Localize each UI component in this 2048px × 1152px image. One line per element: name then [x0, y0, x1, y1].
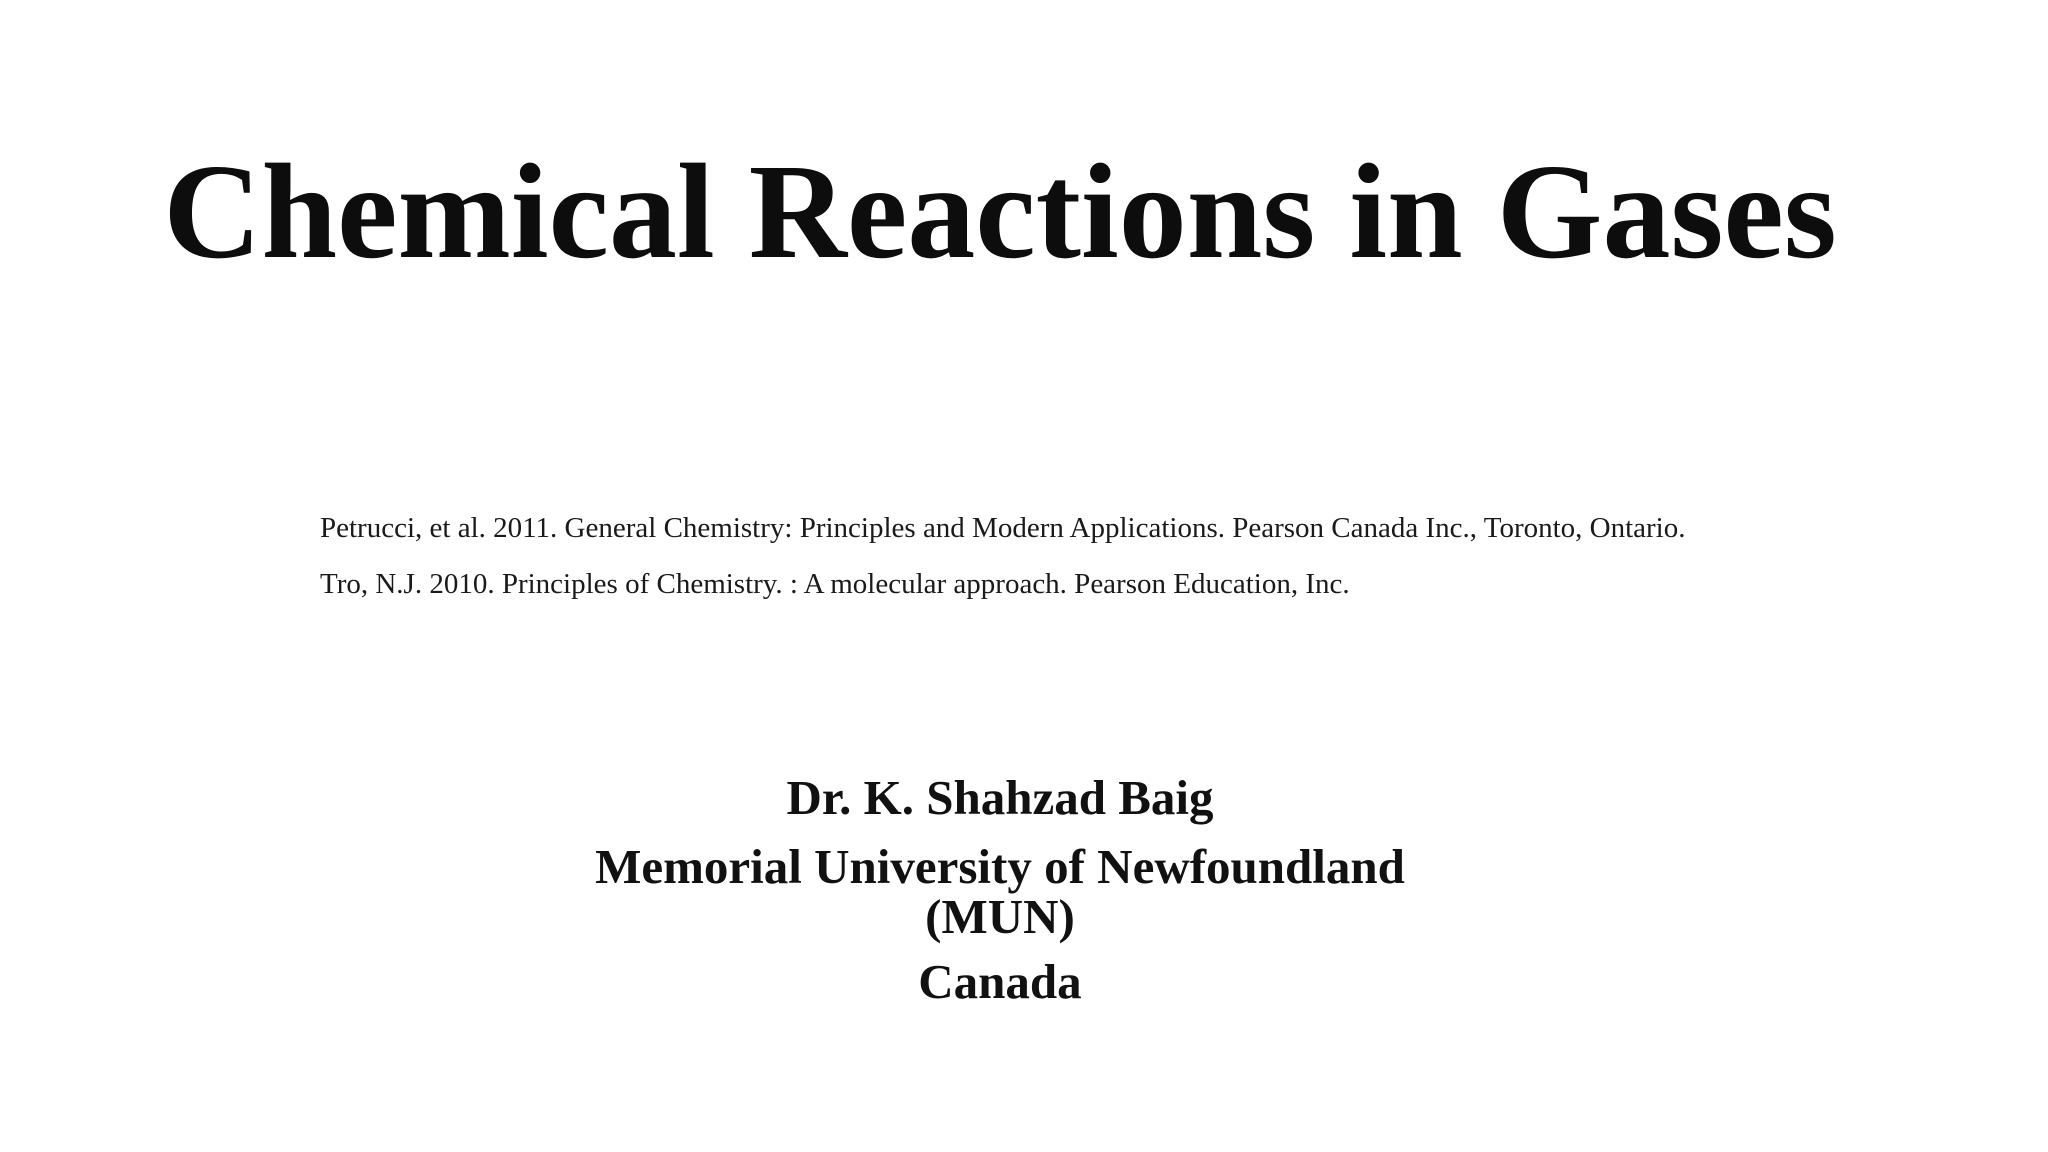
author-affiliation: Memorial University of Newfoundland — [595, 839, 1405, 894]
reference-item: Petrucci, et al. 2011. General Chemistry: Principles and Modern Applications. Pearson Canada Inc., Toronto, Ontario. — [320, 512, 1686, 544]
author-name: Dr. K. Shahzad Baig — [786, 770, 1214, 825]
reference-list — [320, 500, 2020, 612]
slide-title: Chemical Reactions in Gases — [163, 137, 1837, 287]
author-block — [0, 768, 2000, 1012]
author-country: Canada — [918, 954, 1082, 1009]
author-affiliation-abbr: (MUN) — [925, 889, 1075, 944]
reference-item: Tro, N.J. 2010. Principles of Chemistry. : A molecular approach. Pearson Education, Inc. — [320, 568, 1350, 600]
